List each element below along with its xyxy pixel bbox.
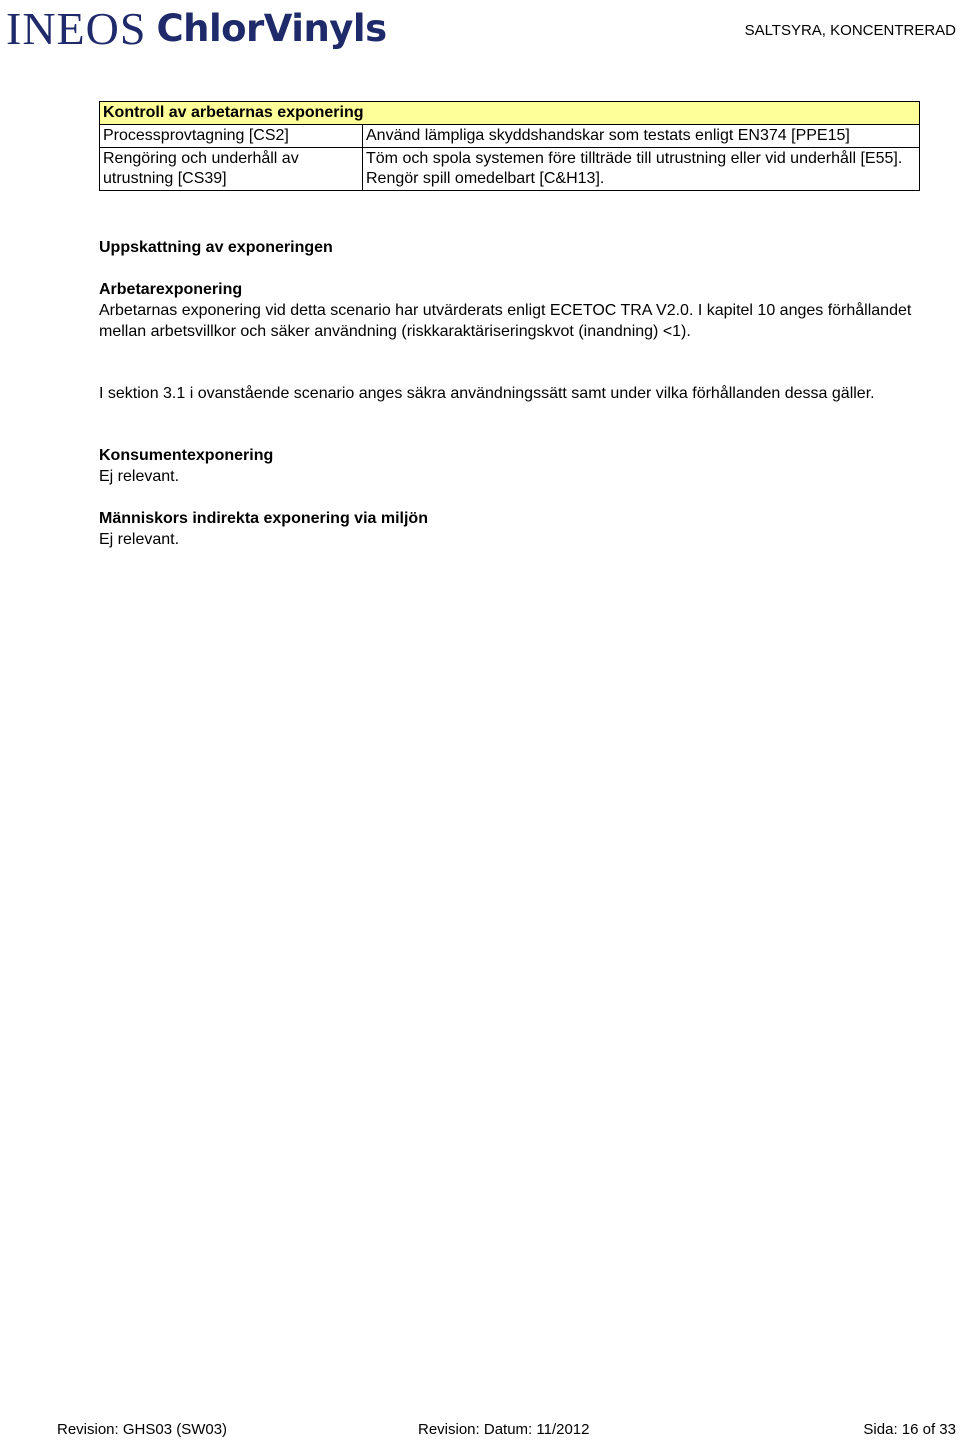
indirect-heading: Människors indirekta exponering via miljön (99, 510, 428, 527)
logo-chlorvinyls-text: ChlorVinyls (156, 7, 387, 50)
table-row (100, 125, 920, 148)
consumer-heading: Konsumentexponering (99, 447, 274, 464)
company-logo (6, 2, 387, 56)
measure-line: Töm och spola systemen före tillträde till utrustning eller vid underhåll [E55]. (366, 150, 903, 167)
consumer-text: Ej relevant. (99, 468, 180, 485)
table-row (100, 148, 920, 191)
condition-cell: Processprovtagning [CS2] (100, 125, 363, 148)
worker-heading: Arbetarexponering (99, 281, 243, 298)
worker-text: Arbetarnas exponering vid detta scenario har utvärderats enligt ECETOC TRA V2.0. I kapitel 10 anges förhållandet mellan arbetsvillkor och säker användning (riskkaraktäriseringskvot (inandning) <1). (99, 302, 912, 340)
footer-revision-date: Revision: Datum: 11/2012 (418, 1421, 590, 1438)
section-text: I sektion 3.1 i ovanstående scenario anges säkra användningssätt samt under vilka förhållanden dessa gäller. (99, 385, 875, 402)
measure-line: Rengör spill omedelbart [C&H13]. (366, 170, 605, 187)
product-name: SALTSYRA, KONCENTRERAD (744, 22, 956, 39)
page-header (0, 0, 960, 64)
condition-cell: Rengöring och underhåll av utrustning [CS39] (100, 148, 363, 191)
logo-ineos-text: INEOS (6, 3, 147, 54)
footer-page-number: Sida: 16 of 33 (863, 1421, 956, 1438)
measure-cell (363, 148, 920, 191)
exposure-control-table (99, 101, 920, 191)
indirect-text: Ej relevant. (99, 531, 180, 548)
estimate-heading: Uppskattning av exponeringen (99, 239, 333, 256)
table-title: Kontroll av arbetarnas exponering (100, 102, 920, 125)
footer-revision: Revision: GHS03 (SW03) (57, 1421, 228, 1438)
measure-cell: Använd lämpliga skyddshandskar som testats enligt EN374 [PPE15] (363, 125, 920, 148)
